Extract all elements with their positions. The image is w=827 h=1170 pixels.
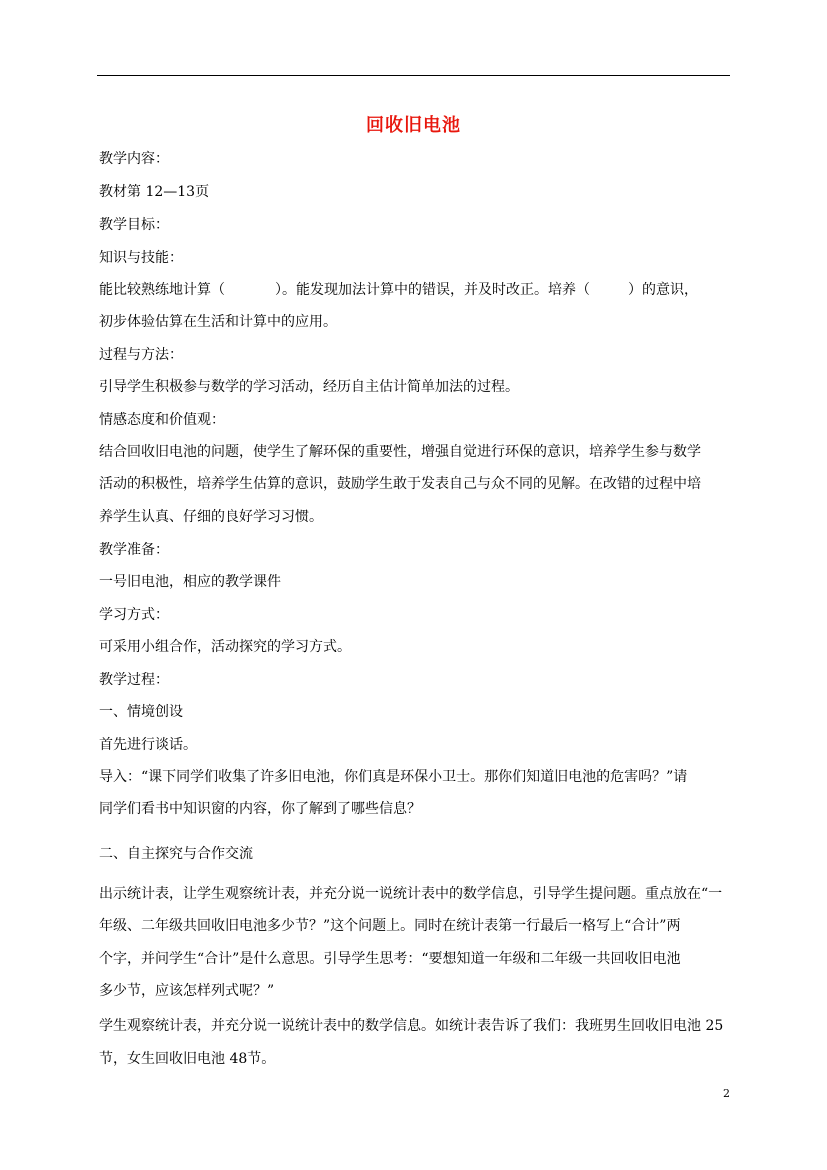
heading-learning-mode: 学习方式：	[99, 607, 169, 623]
intro-line-1: 导入：“课下同学们收集了许多旧电池，你们真是环保小卫士。那你们知道旧电池的危害吗？”请	[99, 769, 688, 785]
heading-process-method: 过程与方法：	[99, 347, 183, 363]
line-segment: ）。能发现加法计算中的错误，并及时改正。培养（	[275, 282, 590, 298]
heading-teaching-prep: 教学准备：	[99, 542, 169, 558]
heading-teaching-content: 教学内容：	[99, 151, 169, 167]
section-1-heading: 一、情境创设	[99, 704, 183, 720]
section-2-heading: 二、自主探究与合作交流	[99, 846, 253, 862]
section-2-line-4: 多少节，应该怎样列式呢？”	[99, 983, 275, 999]
heading-attitude-values: 情感态度和价值观：	[99, 412, 225, 428]
knowledge-skills-line-1	[99, 281, 739, 299]
attitude-values-line-1: 结合回收旧电池的问题，使学生了解环保的重要性，增强自觉进行环保的意识，培养学生参与数学	[99, 444, 701, 460]
section-2-line-1: 出示统计表，让学生观察统计表，并充分说一说统计表中的数学信息，引导学生提问题。重点放在“一	[99, 886, 723, 902]
process-method-text: 引导学生积极参与数学的学习活动，经历自主估计简单加法的过程。	[99, 379, 519, 395]
document-title: 回收旧电池	[366, 115, 461, 136]
textbook-pages: 教材第 12—13页	[99, 184, 210, 200]
learning-mode-text: 可采用小组合作，活动探究的学习方式。	[99, 639, 351, 655]
intro-line-2: 同学们看书中知识窗的内容，你了解到了哪些信息？	[99, 801, 421, 817]
heading-knowledge-skills: 知识与技能：	[99, 250, 183, 266]
attitude-values-line-3: 养学生认真、仔细的良好学习习惯。	[99, 509, 323, 525]
section-2-line-2: 年级、二年级共回收旧电池多少节？”这个问题上。同时在统计表第一行最后一格写上“合计”两	[99, 918, 681, 934]
header-rule	[97, 75, 730, 76]
line-segment: 能比较熟练地计算（	[99, 282, 225, 298]
section-2-line-3: 个字，并问学生“合计”是什么意思。引导学生思考：“要想知道一年级和二年级一共回收旧电池	[99, 951, 681, 967]
heading-teaching-goals: 教学目标：	[99, 217, 169, 233]
line-segment: ）的意识，	[628, 282, 698, 298]
page-number: 2	[723, 1087, 730, 1100]
observation-line-2: 节，女生回收旧电池 48节。	[99, 1051, 276, 1067]
section-1-text: 首先进行谈话。	[99, 737, 197, 753]
heading-teaching-process: 教学过程：	[99, 672, 169, 688]
attitude-values-line-2: 活动的积极性，培养学生估算的意识，鼓励学生敢于发表自己与众不同的见解。在改错的过程中培	[99, 476, 701, 492]
teaching-prep-text: 一号旧电池，相应的教学课件	[99, 574, 281, 590]
knowledge-skills-line-2: 初步体验估算在生活和计算中的应用。	[99, 314, 337, 330]
observation-line-1: 学生观察统计表，并充分说一说统计表中的数学信息。如统计表告诉了我们：我班男生回收旧电池 25	[99, 1018, 724, 1034]
